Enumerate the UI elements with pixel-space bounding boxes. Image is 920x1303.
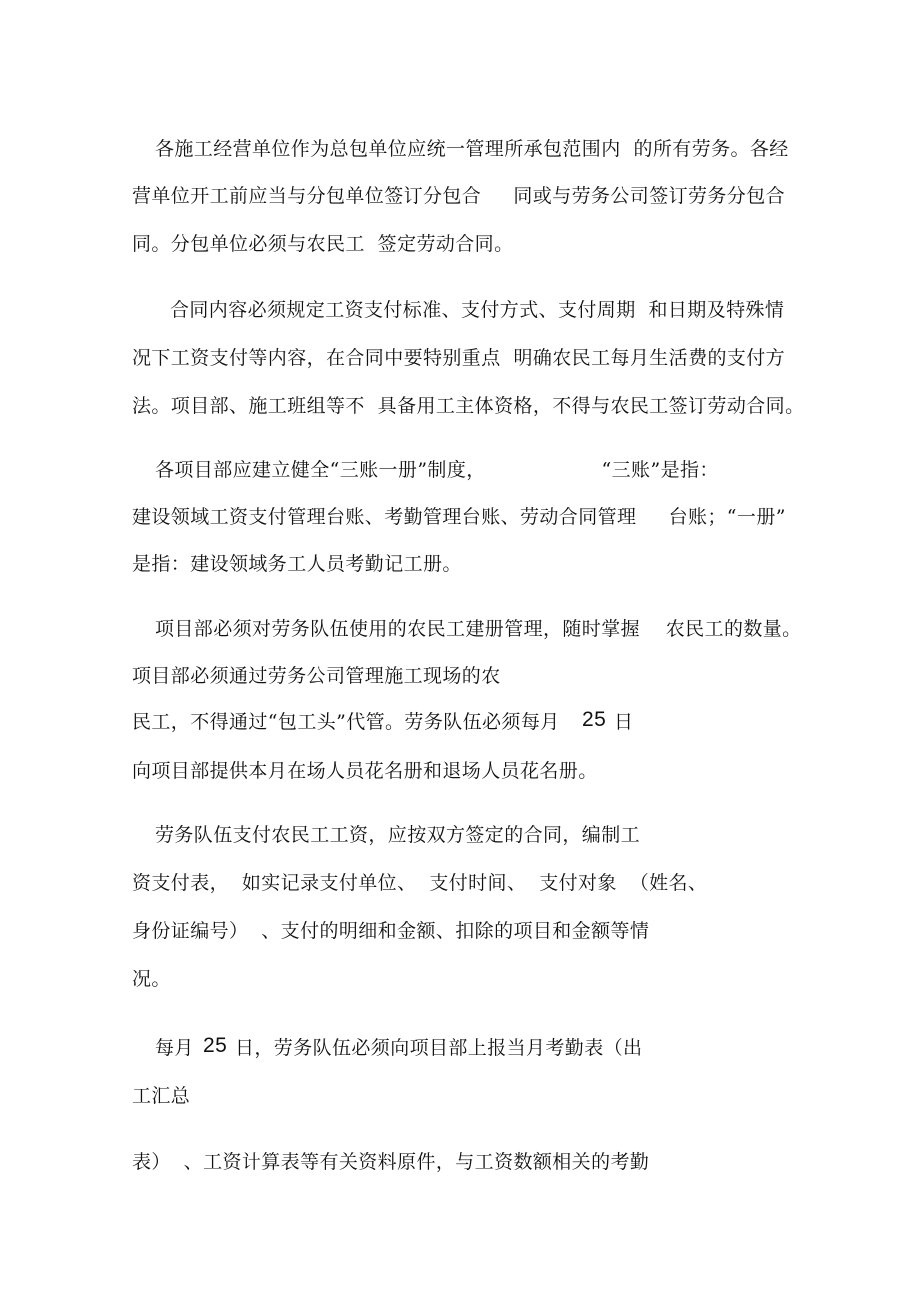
paragraph-4-line-3: 民工，不得通过“包工头”代管。劳务队伍必须每月 — [132, 711, 560, 733]
paragraph-4-line-4: 向项目部提供本月在场人员花名册和退场人员花名册。 — [132, 760, 598, 782]
paragraph-2-line-3: 法。项目部、施工班组等不 具备用工主体资格，不得与农民工签订劳动合同。 — [132, 395, 805, 417]
paragraph-6-prefix: 每月 — [155, 1037, 194, 1059]
paragraph-4-day-unit: 日 — [614, 711, 634, 733]
paragraph-2-line-2: 况下工资支付等内容，在合同中要特别重点 明确农民工每月生活费的支付方 — [132, 347, 786, 369]
paragraph-1-line-1: 各施工经营单位作为总包单位应统一管理所承包范围内 的所有劳务。各经 — [155, 138, 789, 160]
paragraph-3-line-1: 各项目部应建立健全“三账一册”制度， “三账”是指： — [155, 459, 719, 481]
paragraph-6-line-3: 表） 、工资计算表等有关资料原件，与工资数额相关的考勤 — [132, 1151, 650, 1173]
paragraph-4-day-number: 25 — [582, 708, 607, 731]
paragraph-3-line-2: 建设领域工资支付管理台账、考勤管理台账、劳动合同管理 台账；“一册” — [132, 506, 786, 528]
paragraph-2-line-1: 合同内容必须规定工资支付标准、支付方式、支付周期 和日期及特殊情 — [170, 299, 785, 321]
paragraph-5-line-1: 劳务队伍支付农民工工资，应按双方签定的合同，编制工 — [155, 824, 641, 846]
paragraph-5-line-4: 况。 — [132, 968, 171, 990]
paragraph-6-line-2: 工汇总 — [132, 1085, 191, 1107]
paragraph-4-line-2: 项目部必须通过劳务公司管理施工现场的农 — [132, 665, 501, 687]
paragraph-3-line-3: 是指：建设领域务工人员考勤记工册。 — [132, 553, 462, 575]
paragraph-6-day-number: 25 — [203, 1034, 228, 1057]
paragraph-4-line-1: 项目部必须对劳务队伍使用的农民工建册管理，随时掌握 农民工的数量。 — [155, 618, 802, 640]
paragraph-5-line-3: 身份证编号） 、支付的明细和金额、扣除的项目和金额等情 — [132, 920, 650, 942]
paragraph-1-line-3: 同。分包单位必须与农民工 签定劳动合同。 — [132, 233, 514, 255]
paragraph-1-line-2: 营单位开工前应当与分包单位签订分包合 同或与劳务公司签订劳务分包合 — [132, 185, 785, 207]
paragraph-5-line-2: 资支付表， 如实记录支付单位、 支付时间、 支付对象 （姓名、 — [132, 872, 708, 894]
paragraph-6-line-1: 日，劳务队伍必须向项目部上报当月考勤表（出 — [235, 1037, 643, 1059]
